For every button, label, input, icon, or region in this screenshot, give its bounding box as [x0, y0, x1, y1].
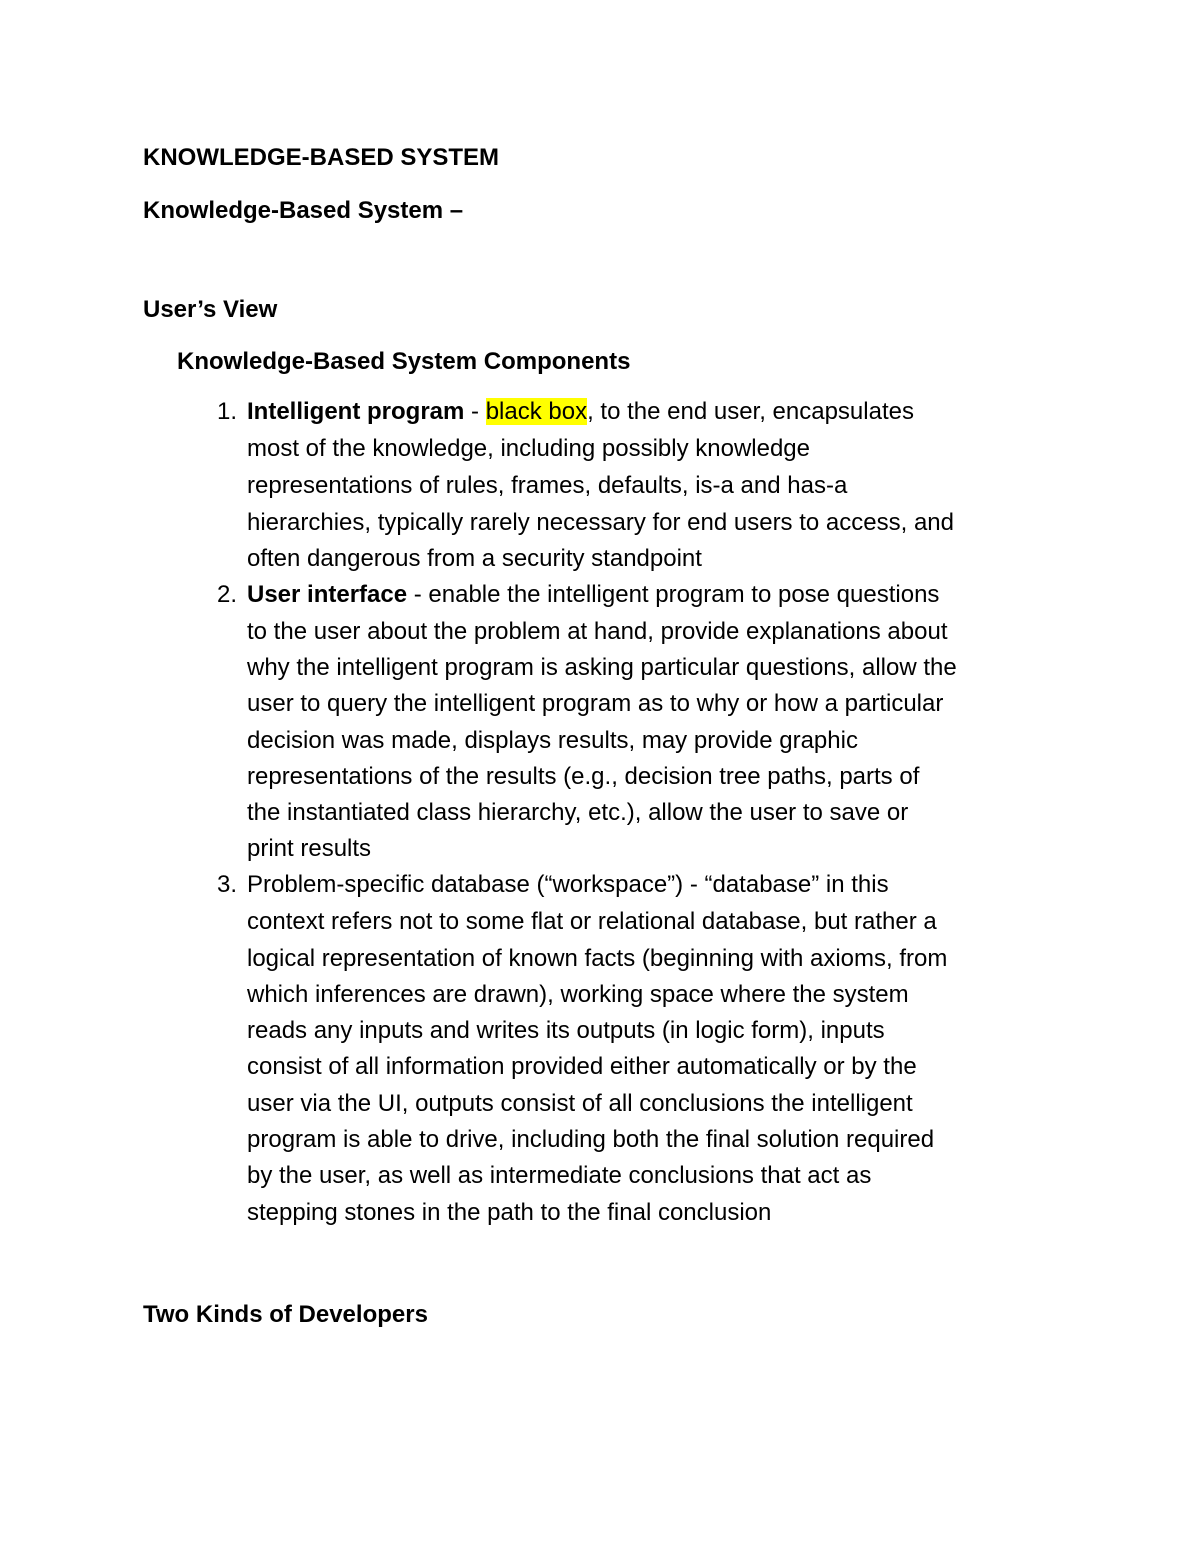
list-item-text: user via the UI, outputs consist of all conclusions the intelligent — [247, 1090, 913, 1117]
list-item-number: 1. — [216, 398, 237, 425]
term-separator: - — [464, 398, 486, 425]
list-item-text: - enable the intelligent program to pose questions — [407, 581, 940, 608]
list-item-text: representations of rules, frames, defaults, is-a and has-a — [247, 472, 848, 499]
users-view-heading: User’s View — [143, 296, 278, 323]
component-term: User interface — [247, 581, 408, 608]
list-item-number: 3. — [216, 871, 237, 898]
list-item-first-line — [247, 580, 939, 610]
list-item-text: hierarchies, typically rarely necessary for end users to access, and — [247, 509, 954, 536]
list-item-text: often dangerous from a security standpoint — [247, 545, 702, 572]
list-item-text: print results — [247, 835, 372, 862]
list-item-text: program is able to drive, including both the final solution required — [247, 1126, 935, 1153]
list-item-text: context refers not to some flat or relational database, but rather a — [247, 908, 937, 935]
list-item-text: reads any inputs and writes its outputs (in logic form), inputs — [247, 1017, 885, 1044]
list-item-text: by the user, as well as intermediate conclusions that act as — [247, 1162, 872, 1189]
list-item-text: to the user about the problem at hand, provide explanations about — [247, 618, 948, 645]
component-term: Intelligent program — [247, 398, 465, 425]
highlighted-term: black box — [485, 398, 588, 425]
document-subtitle: Knowledge-Based System – — [143, 197, 464, 224]
list-item-text: which inferences are drawn), working space where the system — [247, 981, 909, 1008]
list-item-text: most of the knowledge, including possibly knowledge — [247, 435, 811, 462]
document-title: KNOWLEDGE-BASED SYSTEM — [143, 144, 500, 171]
list-item-text: stepping stones in the path to the final conclusion — [247, 1199, 772, 1226]
list-item-text: decision was made, displays results, may provide graphic — [247, 727, 858, 754]
list-item-text: representations of the results (e.g., decision tree paths, parts of — [247, 763, 920, 790]
list-item-text: user to query the intelligent program as to why or how a particular — [247, 690, 944, 717]
list-item-text: , to the end user, encapsulates — [587, 398, 914, 425]
list-item-text: logical representation of known facts (beginning with axioms, from — [247, 945, 948, 972]
list-item-first-line: Problem-specific database (“workspace”) - “database” in this — [247, 871, 889, 898]
components-heading: Knowledge-Based System Components — [177, 348, 631, 375]
developers-heading: Two Kinds of Developers — [143, 1301, 428, 1328]
list-item-text: the instantiated class hierarchy, etc.), allow the user to save or — [247, 799, 909, 826]
list-item-text: why the intelligent program is asking particular questions, allow the — [247, 654, 957, 681]
list-item-first-line — [247, 397, 914, 427]
list-item-text: consist of all information provided either automatically or by the — [247, 1053, 917, 1080]
list-item-number: 2. — [216, 581, 237, 608]
